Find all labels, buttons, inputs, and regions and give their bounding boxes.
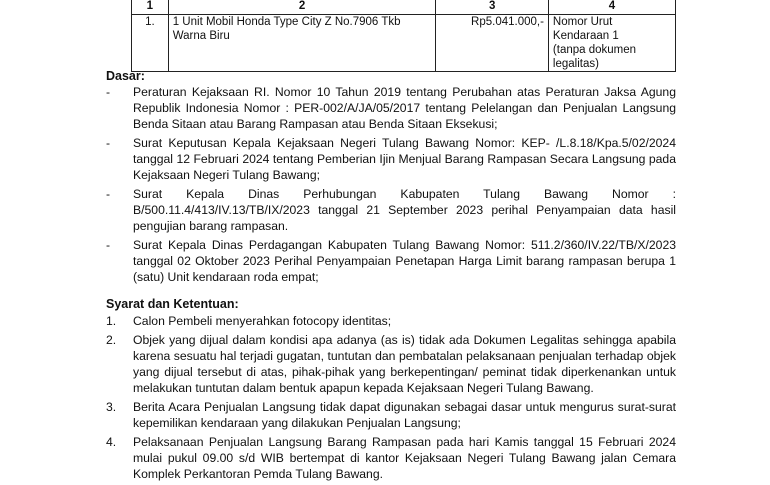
list-item [106,313,676,329]
row-number: 1. [132,15,169,72]
item-description: 1 Unit Mobil Honda Type City Z No.7906 Tkb Warna Biru [168,15,436,72]
list-item [106,84,676,132]
list-item [106,332,676,396]
list-marker: 3. [106,400,117,414]
list-item-text: Peraturan Kejaksaan RI. Nomor 10 Tahun 2019 tentang Perubahan atas Peraturan Jaksa Agung Republik Indonesia Nomor : PER-002/A/JA/05/2017 tentang Pelelangan dan Penjualan Langsung Benda Sitaan atau Barang Rampasan atau Benda Sitaan Eksekusi; [133,85,676,131]
list-item [106,186,676,234]
syarat-heading: Syarat dan Ketentuan: [106,297,239,311]
list-item-text: Pelaksanaan Penjualan Langsung Barang Rampasan pada hari Kamis tanggal 15 Februari 2024 mulai pukul 09.00 s/d WIB bertempat di kantor Kejaksaan Negeri Tulang Bawang jalan Cemara Komplek Perkantoran Pemda Tulang Bawang. [133,435,676,481]
list-item [106,434,676,482]
col-header-2: 2 [168,0,436,15]
items-table [131,0,676,72]
list-item [106,399,676,431]
dasar-heading: Dasar: [106,69,145,83]
list-item [106,237,676,285]
item-note-line1: Nomor Urut Kendaraan 1 [552,16,619,42]
dasar-list [106,84,676,288]
list-item-text: Calon Pembeli menyerahkan fotocopy identitas; [133,314,392,328]
item-note [548,15,675,72]
list-item-text: Objek yang dijual dalam kondisi apa adanya (as is) tidak ada Dokumen Legalitas sehingga apabila karena sesuatu hal terjadi gugatan, tuntutan dan pembatalan pelaksanaan penjualan terhadap objek yang dijual tersebut di atas, pihak-pihak yang berkepentingan/ peminat tidak diperkenankan untuk melakukan tuntutan dalam bentuk apapun kepada Kejaksaan Negeri Tulang Bawang. [133,333,676,395]
list-item-text: Surat Kepala Dinas Perdagangan Kabupaten Tulang Bawang Nomor: 511.2/360/IV.22/TB/X/2023 tanggal 02 Oktober 2023 Perihal Penyampaian Penetapan Harga Limit barang rampasan berupa 1 (satu) Unit kendaraan roda empat; [133,238,676,284]
list-item [106,135,676,183]
col-header-3: 3 [436,0,549,15]
item-price-cell [436,15,549,72]
list-item-text: Surat Keputusan Kepala Kejaksaan Negeri Tulang Bawang Nomor: KEP- /L.8.18/Kpa.5/02/2024 tanggal 12 Februari 2024 tentang Pemberian Ijin Menjual Barang Rampasan Secara Langsung pada Kejaksaan Negeri Tulang Bawang; [133,136,676,182]
list-item-text: Surat Kepala Dinas Perhubungan Kabupaten Tulang Bawang Nomor : B/500.11.4/413/IV.13/TB/IX/2023 tanggal 21 September 2023 perihal Penyampaian data hasil pengujian barang rampasan. [133,187,676,233]
list-marker: - [106,238,111,252]
list-item-text: Berita Acara Penjualan Langsung tidak dapat digunakan sebagai dasar untuk mengurus surat-surat kepemilikan kendaraan yang dilakukan Penjualan Langsung; [133,400,676,430]
table-header-row [132,0,676,15]
list-marker: - [106,136,111,150]
item-note-line2: (tanpa dokumen legalitas) [552,44,637,70]
list-marker: - [106,85,111,99]
table-row [132,15,676,72]
list-marker: 4. [106,435,117,449]
list-marker: 2. [106,333,117,347]
col-header-4: 4 [548,0,675,15]
syarat-list [106,313,676,485]
list-marker: 1. [106,314,117,328]
list-marker: - [106,187,111,201]
item-price: Rp5.041.000,- [471,16,544,28]
col-header-1: 1 [132,0,169,15]
